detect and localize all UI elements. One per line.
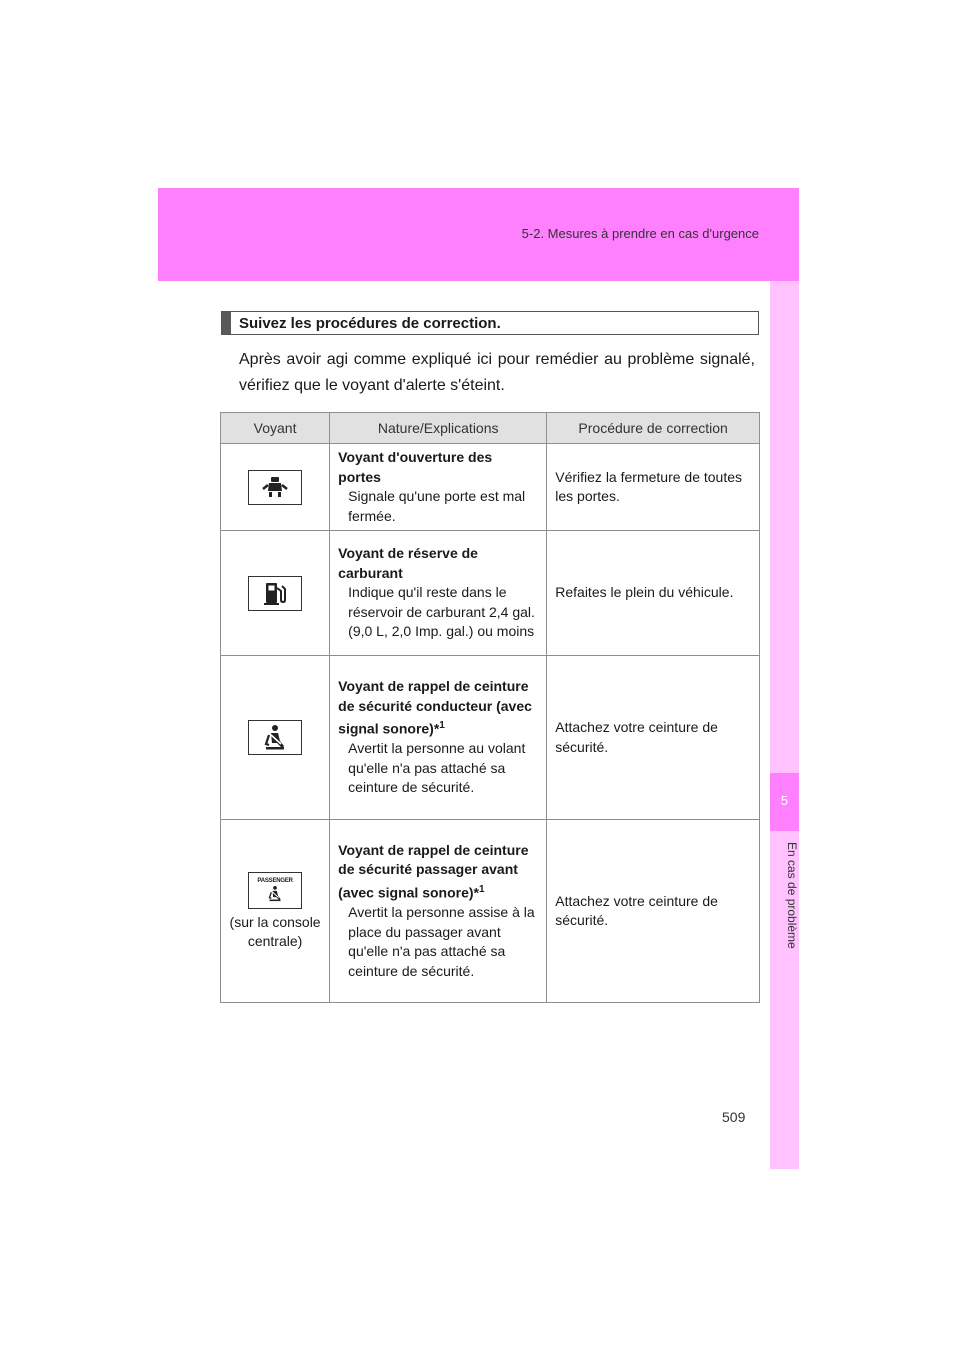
chapter-number: 5 <box>780 793 789 808</box>
icon-cell <box>221 531 330 656</box>
warning-lights-table <box>220 412 760 1003</box>
section-heading-text: Suivez les procédures de correction. <box>239 314 501 332</box>
icon-cell <box>221 656 330 820</box>
location-note: (sur la console centrale) <box>229 913 321 949</box>
nature-title <box>338 677 538 739</box>
icon-cell <box>221 444 330 531</box>
footnote-marker: 1 <box>439 720 445 732</box>
table-header-row <box>221 413 760 444</box>
header-band <box>158 188 799 281</box>
nature-cell <box>330 820 547 1003</box>
section-heading <box>221 311 759 335</box>
nature-cell <box>330 656 547 820</box>
table-row <box>221 656 760 820</box>
page-number: 509 <box>722 1109 746 1125</box>
nature-cell <box>330 531 547 656</box>
nature-title-text: Voyant de rappel de ceinture de sécurité passager avant (avec signal sonore)* <box>338 841 529 901</box>
fuel-pump-icon <box>248 576 302 611</box>
nature-desc: Signale qu'une porte est mal fermée. <box>348 488 526 524</box>
action-cell: Refaites le plein du véhicule. <box>547 531 760 656</box>
nature-title: Voyant d'ouverture des portes <box>338 449 493 485</box>
nature-title: Voyant de réserve de carburant <box>338 545 478 581</box>
table-row <box>221 531 760 656</box>
action-cell: Vérifiez la fermeture de toutes les portes. <box>547 444 760 531</box>
nature-title-text: Voyant de rappel de ceinture de sécurité conducteur (avec signal sonore)* <box>338 678 532 737</box>
action-cell: Attachez votre ceinture de sécurité. <box>547 820 760 1003</box>
table-row <box>221 820 760 1003</box>
nature-desc: Avertit la personne assise à la place du passager avant qu'elle n'a pas attaché sa ceinture de sécurité. <box>348 904 535 979</box>
action-cell: Attachez votre ceinture de sécurité. <box>547 656 760 820</box>
header-voyant: Voyant <box>221 413 330 444</box>
nature-desc: Indique qu'il reste dans le réservoir de carburant 2,4 gal. (9,0 L, 2,0 Imp. gal.) ou moins <box>348 584 535 640</box>
door-open-warning-icon <box>248 470 302 505</box>
header-nature: Nature/Explications <box>330 413 547 444</box>
section-breadcrumb: 5-2. Mesures à prendre en cas d'urgence <box>521 226 759 241</box>
passenger-seatbelt-icon-graphic <box>267 885 283 903</box>
fuel-pump-icon-graphic <box>263 580 287 606</box>
header-procedure: Procédure de correction <box>547 413 760 444</box>
intro-paragraph: Après avoir agi comme expliqué ici pour remédier au problème signalé, vérifiez que le voyant d'alerte s'éteint. <box>239 351 755 394</box>
heading-marker <box>222 312 231 334</box>
passenger-seatbelt-icon <box>248 872 302 909</box>
chapter-label: En cas de problème <box>785 841 799 949</box>
side-strip <box>770 281 799 1169</box>
nature-desc: Avertit la personne au volant qu'elle n'a pas attaché sa ceinture de sécurité. <box>348 740 526 796</box>
seatbelt-reminder-icon <box>248 720 302 755</box>
chapter-tab[interactable] <box>770 773 799 831</box>
footnote-marker: 1 <box>478 883 485 895</box>
seatbelt-reminder-icon-graphic <box>262 724 288 752</box>
nature-cell <box>330 444 547 531</box>
icon-cell <box>221 820 330 1003</box>
table-row <box>221 444 760 531</box>
passenger-label: PASSENGER <box>257 877 293 884</box>
door-open-warning-icon-graphic <box>260 475 290 499</box>
nature-title <box>338 841 538 903</box>
